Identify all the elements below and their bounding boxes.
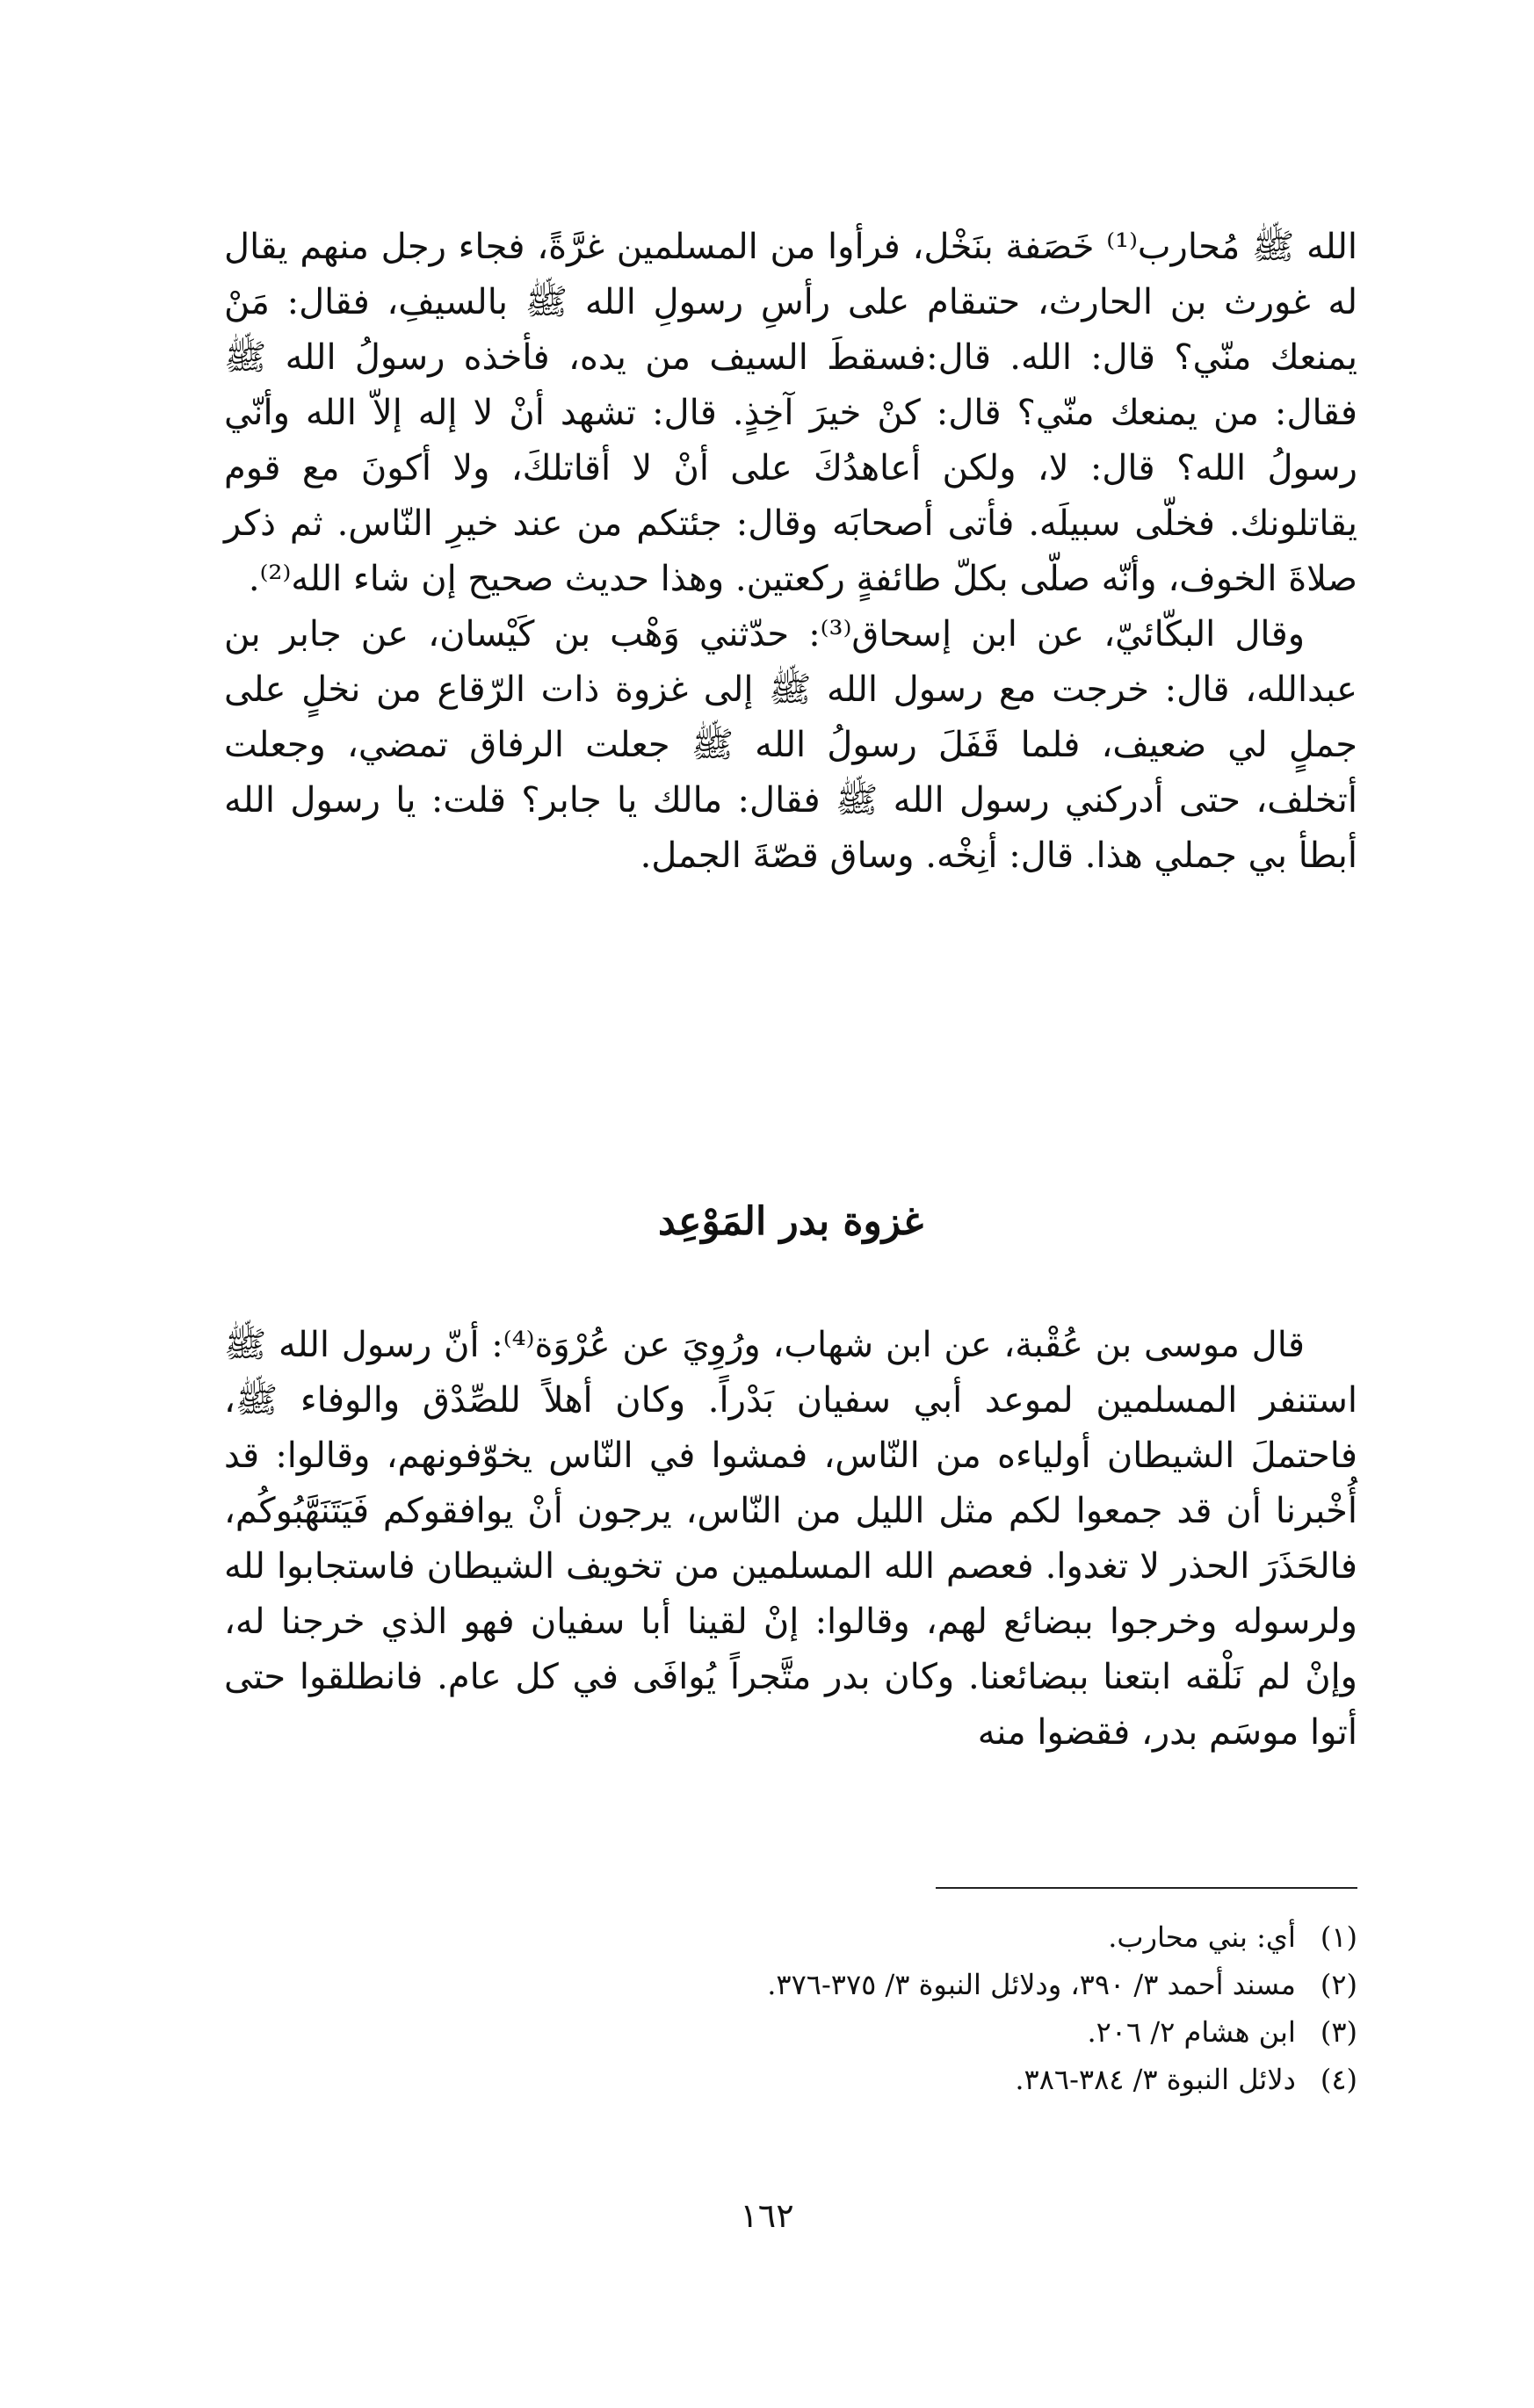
- footnote-text: مسند أحمد ٣/ ٣٩٠، ودلائل النبوة ٣/ ٣٧٥-٣٧٦.: [767, 1968, 1296, 2001]
- main-text-block: [224, 220, 1357, 884]
- section-heading: غزوة بدر المَوْعِد: [658, 1199, 923, 1244]
- footnote-number: (٢): [1320, 1968, 1357, 2001]
- footnote-item: [224, 2056, 1357, 2103]
- page-number: ١٦٢: [740, 2196, 794, 2235]
- footnotes: [224, 1913, 1357, 2103]
- paragraph-2: وقال البكّائيّ، عن ابن إسحاق⁽³⁾: حدّثني وَهْب بن كَيْسان، عن جابر بن عبدالله، قال: خرجت مع رسول الله ﷺ إلى غزوة ذات الرّقاع من نخلٍ على جملٍ لي ضعيف، فلما قَفَلَ رسولُ الله ﷺ جعلت الرفاق تمضي، وجعلت أتخلف، حتى أدركني رسول الله ﷺ فقال: مالك يا جابر؟ قلت: يا رسول الله أبطأ بي جملي هذا. قال: أنِخْه. وساق قصّةَ الجمل.: [224, 614, 1357, 876]
- footnote-text: أي: بني محارب.: [1108, 1920, 1296, 1954]
- section-text-block: [224, 1318, 1357, 1761]
- footnote-number: (١): [1320, 1920, 1357, 1954]
- paragraph-1: الله ﷺ مُحارب⁽¹⁾ خَصَفة بنَخْل، فرأوا من المسلمين غرَّةً، فجاء رجل منهم يقال له غورث بن الحارث، حتىقام على رأسِ رسولِ الله ﷺ بالسيفِ، فقال: مَنْ يمنعك منّي؟ قال: الله. قال:فسقطَ السيف من يده، فأخذه رسولُ الله ﷺ فقال: من يمنعك منّي؟ قال: كنْ خيرَ آخِذٍ. قال: تشهد أنْ لا إله إلاّ الله وأنّي رسولُ الله؟ قال: لا، ولكن أعاهدُكَ على أنْ لا أقاتلكَ، ولا أكونَ مع قوم يقاتلونك. فخلّى سبيلَه. فأتى أصحابَه وقال: جئتكم من عند خيرِ النّاس. ثم ذكر صلاةَ الخوف، وأنّه صلّى بكلّ طائفةٍ ركعتين. وهذا حديث صحيح إن شاء الله⁽²⁾.: [224, 227, 1358, 599]
- footnote-number: (٤): [1320, 2063, 1357, 2096]
- footnote-item: [224, 1961, 1357, 2008]
- footnote-text: ابن هشام ٢/ ٢٠٦.: [1087, 2015, 1296, 2049]
- footnote-number: (٣): [1320, 2015, 1357, 2049]
- footnote-divider: [936, 1887, 1357, 1889]
- footnote-item: [224, 1913, 1357, 1961]
- footnote-item: [224, 2008, 1357, 2056]
- paragraph-3: قال موسى بن عُقْبة، عن ابن شهاب، ورُوِيَ عن عُرْوَة⁽⁴⁾: أنّ رسول الله ﷺ استنفر المسلمين لموعد أبي سفيان بَدْراً. وكان أهلاً للصِّدْق والوفاء ﷺ، فاحتملَ الشيطان أولياءه من النّاس، فمشوا في النّاس يخوّفونهم، وقالوا: قد أُخْبرنا أن قد جمعوا لكم مثل الليل من النّاس، يرجون أنْ يوافقوكم فَيَتَنَهَّبُوكُم، فالحَذَرَ الحذر لا تغدوا. فعصم الله المسلمين من تخويف الشيطان فاستجابوا لله ولرسوله وخرجوا ببضائع لهم، وقالوا: إنْ لقينا أبا سفيان فهو الذي خرجنا له، وإنْ لم نَلْقه ابتعنا ببضائعنا. وكان بدر متَّجراً يُوافَى في كل عام. فانطلقوا حتى أتوا موسَم بدر، فقضوا منه: [224, 1325, 1357, 1753]
- footnote-text: دلائل النبوة ٣/ ٣٨٤-٣٨٦.: [1015, 2063, 1296, 2096]
